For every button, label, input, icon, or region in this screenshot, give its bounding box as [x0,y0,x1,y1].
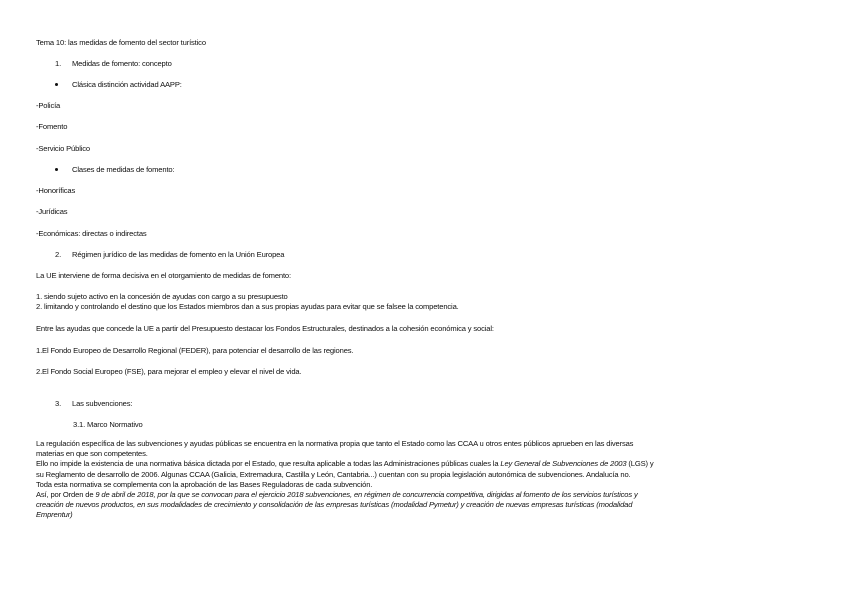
section-1-heading [55,59,172,69]
paragraph-line: La regulación específica de las subvenciones y ayudas públicas se encuentra en la normativa propia que tanto el Estado como las CCAA u otros entes públicos aprueben en las diversas [36,439,634,448]
list-item-honorificas: -Honoríficas [36,186,76,195]
section-3-heading [55,399,132,409]
section-2-label: Régimen jurídico de las medidas de fomento en la Unión Europea [72,250,285,259]
order-citation: 9 de abril de 2018, por la que se convocan para el ejercicio 2018 subvenciones, en régimen de concurrencia competitiva, dirigidas al fomento de los servicios turísticos y [95,490,638,500]
section-1-number: 1. [55,59,62,68]
section-3-number: 3. [55,399,62,408]
list-item-juridicas: -Jurídicas [36,207,68,216]
paragraph-line [36,510,816,520]
paragraph-line [36,459,816,469]
paragraph-line [36,500,816,510]
ue-point: 2. limitando y controlando el destino que los Estados miembros dan a sus propias ayudas para evitar que se falsee la competencia. [36,302,459,312]
bullet-text: Clásica distinción actividad AAPP: [72,80,182,89]
ue-points [36,292,816,312]
subsection-3-1-heading: 3.1. Marco Normativo [73,420,143,429]
list-item-servicio-publico: -Servicio Público [36,144,91,153]
order-citation: creación de nuevos productos, en sus modalidades de crecimiento y consolidación de las empresas turísticas (modalidad Pymetur) y creación de nuevas empresas turísticas (modalidad [36,500,633,510]
law-title: Ley General de Subvenciones de 2003 [500,459,627,469]
fondo-feder: 1.El Fondo Europeo de Desarrollo Regional (FEDER), para potenciar el desarrollo de las regiones. [36,346,354,355]
bullet-icon [55,168,58,171]
list-item-economicas: -Económicas: directas o indirectas [36,229,147,238]
ue-intro: La UE interviene de forma decisiva en el otorgamiento de medidas de fomento: [36,271,291,280]
fondos-intro: Entre las ayudas que concede la UE a partir del Presupuesto destacar los Fondos Estructurales, destinados a la cohesión económica y social: [36,324,494,333]
bullet-item [55,80,182,90]
section-2-heading [55,250,284,260]
paragraph-line: Toda esta normativa se complementa con la aprobación de las Bases Reguladoras de cada subvención. [36,479,373,489]
document-title: Tema 10: las medidas de fomento del sector turístico [36,38,206,47]
section-2-number: 2. [55,250,62,259]
list-item-fomento: -Fomento [36,122,68,131]
paragraph-line [36,490,816,500]
text-run: Así, por Orden de [36,490,96,500]
paragraph-line: su Reglamento de desarrollo de 2006. Algunas CCAA (Galicia, Extremadura, Castilla y León, Cantabria...) cuentan con su propia legislación autonómica de subvenciones. Andalucía no. [36,469,631,479]
regulation-paragraph [36,439,816,521]
list-item-policia: -Policía [36,101,61,110]
fondo-fse: 2.El Fondo Social Europeo (FSE), para mejorar el empleo y elevar el nivel de vida. [36,367,302,376]
text-run: Ello no impide la existencia de una normativa básica dictada por el Estado, que resulta aplicable a todas las Administraciones públicas cuales la [36,459,501,469]
text-run: (LGS) y [626,459,654,469]
paragraph-line: materias en que son competentes. [36,449,148,459]
section-3-label: Las subvenciones: [72,399,133,408]
bullet-item [55,165,174,175]
ue-point: 1. siendo sujeto activo en la concesión de ayudas con cargo a su presupuesto [36,292,288,301]
bullet-text: Clases de medidas de fomento: [72,165,175,174]
order-citation: Emprentur) [36,510,73,520]
bullet-icon [55,83,58,86]
section-1-label: Medidas de fomento: concepto [72,59,172,68]
